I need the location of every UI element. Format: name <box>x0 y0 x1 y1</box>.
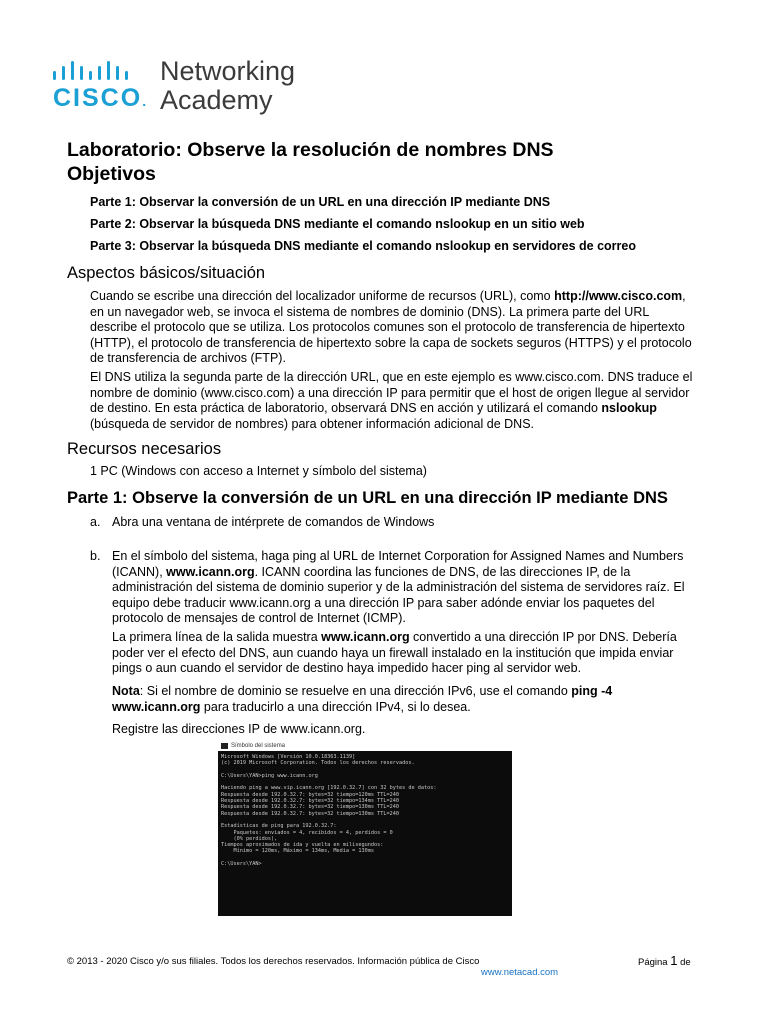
objective-item: Parte 1: Observar la conversión de un URL en una dirección IP mediante DNS <box>90 195 551 209</box>
cisco-url: http://www.cisco.com <box>554 289 683 303</box>
icann-url: www.icann.org <box>321 630 410 644</box>
cisco-bars-icon <box>52 60 148 82</box>
terminal-title: Símbolo del sistema <box>231 743 286 749</box>
step-b-text: En el símbolo del sistema, haga ping al URL de Internet Corporation for Assigned Names and Numbers (ICANN), www.icann.org. ICANN coordina las funciones de DNS, de las direcciones IP, de la administración del sistema de dominio superior y de la administración del sistema de servidores raíz. El equipo debe traducir www.icann.org a una dirección IP para saber adónde enviar los paquetes del protocolo de mensajes de control de Internet (ICMP). <box>112 549 685 625</box>
document-title: Laboratorio: Observe la resolución de nombres DNS <box>67 139 554 161</box>
step-b-label: b. <box>90 549 101 563</box>
record-instruction: Registre las direcciones IP de www.icann.org. <box>112 722 366 736</box>
nslookup-command: nslookup <box>601 401 657 415</box>
cisco-wordmark: CISCO. <box>53 84 149 112</box>
terminal-icon <box>221 743 228 749</box>
terminal-titlebar <box>218 741 512 751</box>
logo-academy: Academy <box>160 85 273 115</box>
footer-copyright: © 2013 - 2020 Cisco y/o sus filiales. Todos los derechos reservados. Información pública de Cisco <box>67 956 480 967</box>
resources-heading: Recursos necesarios <box>67 440 222 458</box>
step-a-label: a. <box>90 515 101 529</box>
step-a-text: Abra una ventana de intérprete de comandos de Windows <box>112 515 435 529</box>
footer-url[interactable]: www.netacad.com <box>481 967 559 978</box>
logo-networking: Networking <box>160 56 296 86</box>
ping-command: ping -4 www.icann.org <box>112 684 613 714</box>
command-prompt-screenshot <box>218 741 512 916</box>
background-heading: Aspectos básicos/situación <box>67 264 266 282</box>
background-paragraph-1: Cuando se escribe una dirección del localizador uniforme de recursos (URL), como http://www.cisco.com, en un navegador web, se invoca el sistema de nombres de dominio (DNS). La primera parte del URL describe el protocolo que se utiliza. Los protocolos comunes son el protocolo de transferencia de hipertexto (HTTP), el protocolo de transferencia de hipertexto sobre la capa de sockets seguros (HTTPS) y el protocolo de transferencia de archivos (FTP). <box>90 289 692 365</box>
part1-heading: Parte 1: Observe la conversión de un URL en una dirección IP mediante DNS <box>67 489 668 507</box>
icann-url: www.icann.org <box>166 564 255 579</box>
note-paragraph: Nota: Si el nombre de dominio se resuelve en una dirección IPv6, use el comando ping -4 www.icann.org para traducirlo a una dirección IPv4, si lo desea. <box>112 684 613 714</box>
step-b-paragraph-2: La primera línea de la salida muestra www.icann.org convertido a una dirección IP por DNS. Debería poder ver el efecto del DNS, aun cuando haya un firewall instalado en la institución que impida enviar pings o aun cuando el servidor de destino haya impedido hacer ping al servidor web. <box>112 630 677 675</box>
resources-item: 1 PC (Windows con acceso a Internet y símbolo del sistema) <box>90 464 427 478</box>
cisco-networking-academy-logo <box>52 56 312 116</box>
note-label: Nota <box>112 684 140 698</box>
objective-item: Parte 2: Observar la búsqueda DNS mediante el comando nslookup en un sitio web <box>90 217 585 231</box>
footer-page-number: Página 1 de <box>638 953 691 968</box>
objective-item: Parte 3: Observar la búsqueda DNS mediante el comando nslookup en servidores de correo <box>90 239 637 253</box>
objectives-heading: Objetivos <box>67 163 156 185</box>
background-paragraph-2: El DNS utiliza la segunda parte de la dirección URL, que en este ejemplo es www.cisco.com. DNS traduce el nombre de dominio (www.cisco.com) a una dirección IP para permitir que el host de origen llegue al servidor de destino. En esta práctica de laboratorio, observará DNS en acción y utilizará el comando nslookup (búsqueda de servidor de nombres) para obtener información adicional de DNS. <box>90 370 693 431</box>
terminal-output: Microsoft Windows [Versión 10.0.18363.1139] (c) 2019 Microsoft Corporation. Todos los derechos reservados. C:\Users\YAN>ping www.icann.org Haciendo ping a www.vip.icann.org [192.0.32.7] con 32 bytes de datos: Respuesta desde 192.0.32.7: bytes=32 tiempo=120ms TTL=240 Respuesta desde 192.0.32.7: bytes=32 tiempo=134ms TTL=240 Respuesta desde 192.0.32.7: bytes=32 tiempo=130ms TTL=240 Respuesta desde 192.0.32.7: bytes=32 tiempo=130ms TTL=240 Estadísticas de ping para 192.0.32.7: Paquetes: enviados = 4, recibidos = 4, perdidos = 0 (0% perdidos), Tiempos aproximados de ida y vuelta en milisegundos: Mínimo = 120ms, Máximo = 134ms, Media = 130ms C:\Users\YAN> <box>221 754 437 868</box>
